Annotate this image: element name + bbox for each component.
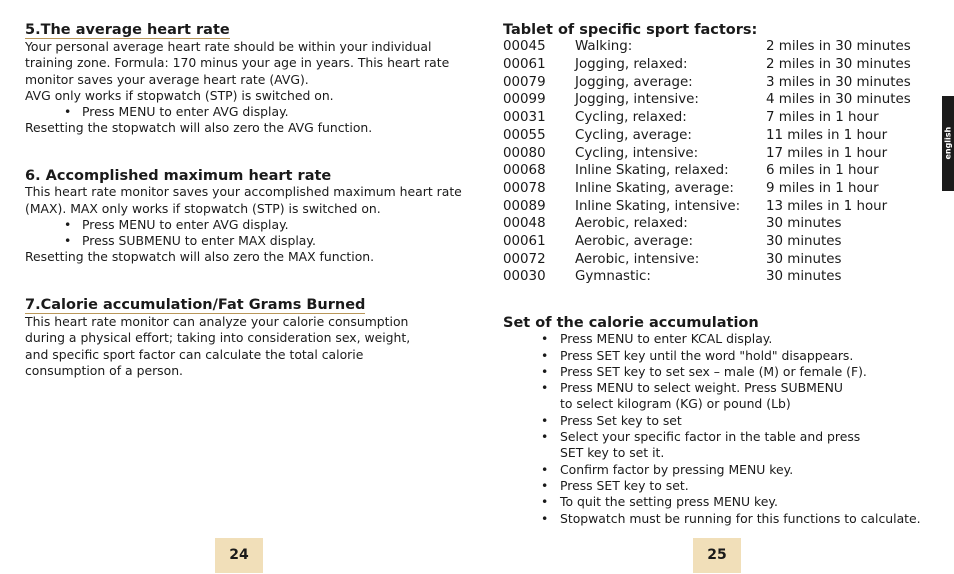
table-row (503, 162, 911, 180)
sport-intensity: 3 miles in 30 minutes (766, 74, 911, 90)
sport-intensity: 9 miles in 1 hour (766, 180, 879, 196)
sport-name: Cycling, intensive: (575, 145, 699, 161)
calorie-setup-title: Set of the calorie accumulation (503, 315, 759, 331)
factor-code: 00078 (503, 180, 546, 196)
sport-factors-section (503, 22, 911, 286)
table-row (503, 233, 911, 251)
sport-intensity: 4 miles in 30 minutes (766, 92, 911, 108)
section-calorie-accumulation (25, 297, 425, 379)
sport-name: Inline Skating, intensive: (575, 198, 741, 214)
sport-name: Jogging, relaxed: (575, 57, 688, 72)
list-item: • Stopwatch must be running for this functions to calculate. (503, 511, 943, 527)
list-item: • Press MENU to enter AVG display. (25, 217, 465, 233)
factor-code: 00099 (503, 92, 546, 108)
bullet-list (25, 217, 465, 250)
factor-code: 00079 (503, 74, 546, 90)
list-item: • Press MENU to enter AVG display. (25, 104, 465, 120)
list-item: • Press MENU to enter KCAL display. (503, 331, 943, 347)
sport-name: Jogging, intensive: (575, 92, 699, 108)
list-item: • To quit the setting press MENU key. (503, 494, 943, 510)
list-item: • Press MENU to select weight. Press SUBMENU (503, 380, 943, 396)
table-row (503, 145, 911, 163)
sport-name: Cycling, relaxed: (575, 110, 687, 126)
sport-name: Inline Skating, relaxed: (575, 163, 729, 179)
section-paragraph: This heart rate monitor saves your accomplished maximum heart rate (MAX). MAX only works if stopwatch (STP) is switched on. (25, 184, 462, 216)
factor-code: 00030 (503, 269, 546, 285)
sport-name: Walking: (575, 39, 633, 55)
page-number-left: 24 (215, 538, 263, 573)
table-row (503, 251, 911, 269)
factor-code: 00068 (503, 163, 546, 179)
table-row (503, 91, 911, 109)
section-title: 5.The average heart rate (25, 22, 230, 38)
sport-intensity: 6 miles in 1 hour (766, 163, 879, 179)
sport-name: Cycling, average: (575, 127, 692, 143)
list-item-continuation: to select kilogram (KG) or pound (Lb) (560, 396, 791, 412)
factor-code: 00061 (503, 234, 546, 250)
list-item: • Press SET key until the word "hold" disappears. (503, 348, 943, 364)
section-paragraph: Your personal average heart rate should be within your individual training zone. Formula: 170 minus your age in years. This heart rate monitor saves your average heart rate (AVG). (25, 39, 450, 87)
list-item: • Press SET key to set sex – male (M) or female (F). (503, 364, 943, 380)
factor-code: 00031 (503, 110, 546, 126)
list-item: • Press SET key to set. (503, 478, 943, 494)
sport-intensity: 2 miles in 30 minutes (766, 57, 911, 72)
table-title: Tablet of specific sport factors: (503, 22, 758, 38)
sport-intensity: 30 minutes (766, 234, 842, 250)
section-average-heart-rate (25, 22, 465, 137)
sport-name: Inline Skating, average: (575, 180, 734, 196)
language-tab (942, 96, 954, 191)
section-title: 6. Accomplished maximum heart rate (25, 168, 332, 184)
section-paragraph: This heart rate monitor can analyze your calorie consumption during a physical effort; taking into consideration sex, weight, and specific sport factor can calculate the total calorie consumption of a person. (25, 314, 411, 378)
factor-code: 00089 (503, 198, 546, 214)
section-maximum-heart-rate (25, 168, 465, 266)
sport-intensity: 13 miles in 1 hour (766, 198, 888, 214)
factor-code: 00048 (503, 216, 546, 232)
table-row (503, 215, 911, 233)
sport-intensity: 30 minutes (766, 216, 842, 232)
table-row (503, 38, 911, 56)
factor-code: 00080 (503, 145, 546, 161)
table-row (503, 127, 911, 145)
list-item-continuation: SET key to set it. (560, 445, 665, 461)
sport-intensity: 30 minutes (766, 269, 842, 285)
sport-name: Aerobic, intensive: (575, 251, 700, 267)
sport-name: Aerobic, relaxed: (575, 216, 688, 232)
section-note: Resetting the stopwatch will also zero the MAX function. (25, 249, 375, 265)
table-row (503, 268, 911, 286)
sport-name: Aerobic, average: (575, 234, 693, 250)
table-row (503, 56, 911, 74)
language-label: english (942, 127, 952, 160)
table-row (503, 180, 911, 198)
bullet-list (25, 104, 465, 120)
section-title: 7.Calorie accumulation/Fat Grams Burned (25, 297, 366, 313)
list-item: • Press Set key to set (503, 413, 943, 429)
table-row (503, 198, 911, 216)
sport-intensity: 2 miles in 30 minutes (766, 39, 911, 55)
sport-intensity: 17 miles in 1 hour (766, 145, 888, 161)
sport-intensity: 7 miles in 1 hour (766, 110, 879, 126)
section-note: Resetting the stopwatch will also zero the AVG function. (25, 120, 373, 136)
factor-code: 00045 (503, 39, 546, 55)
section-paragraph: AVG only works if stopwatch (STP) is switched on. (25, 87, 334, 103)
factor-code: 00061 (503, 57, 546, 72)
factor-code: 00055 (503, 127, 546, 143)
sport-name: Jogging, average: (575, 74, 693, 90)
factor-code: 00072 (503, 251, 546, 267)
table-row (503, 109, 911, 127)
calorie-setup-steps (503, 331, 943, 527)
list-item: • Select your specific factor in the table and press (503, 429, 943, 445)
sport-intensity: 30 minutes (766, 251, 842, 267)
calorie-setup-section (503, 315, 943, 527)
sport-intensity: 11 miles in 1 hour (766, 127, 888, 143)
list-item: • Press SUBMENU to enter MAX display. (25, 233, 465, 249)
page-number-right: 25 (693, 538, 741, 573)
sport-name: Gymnastic: (575, 269, 651, 285)
list-item: • Confirm factor by pressing MENU key. (503, 462, 943, 478)
table-row (503, 74, 911, 92)
sport-factors-table (503, 38, 911, 286)
